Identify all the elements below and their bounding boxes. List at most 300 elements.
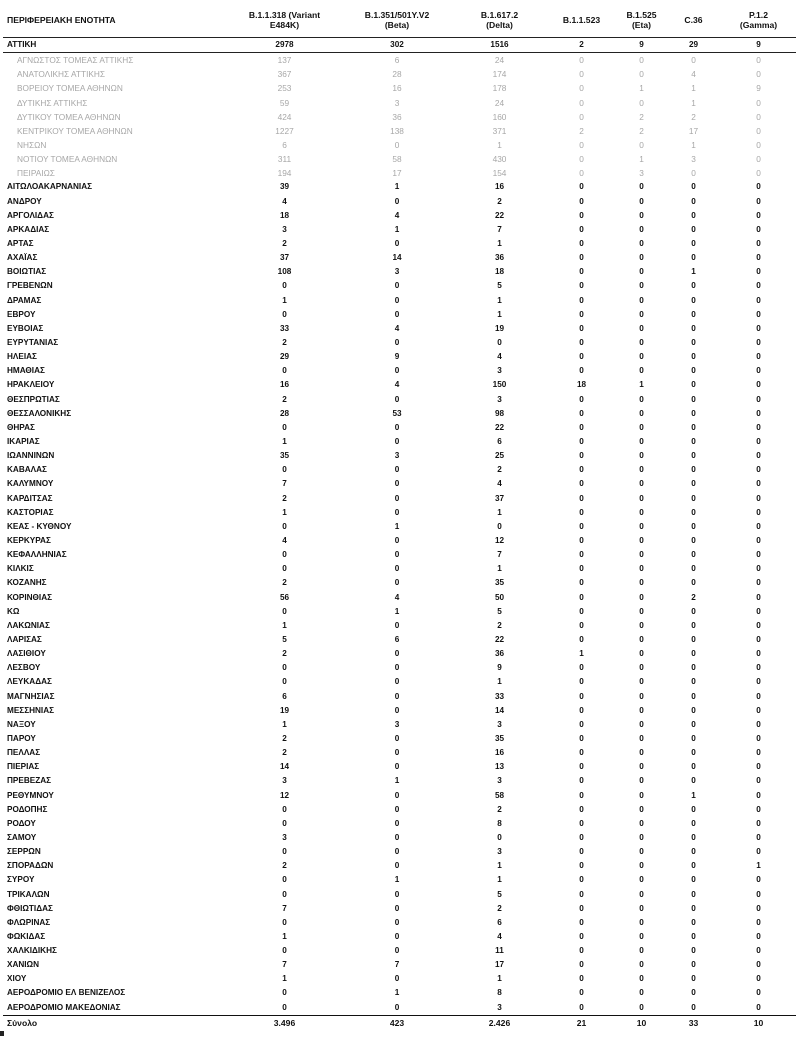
cell-variant-b11523: 0 — [579, 140, 584, 151]
cell-variant-delta: 98 — [494, 408, 505, 418]
cell-variant-eta: 1 — [639, 83, 644, 94]
cell-variant-c36: 33 — [666, 1015, 721, 1031]
cell-variant-c36: 0 — [691, 366, 696, 376]
cell-variant-c36: 1 — [691, 97, 696, 108]
cell-variant-eta: 2 — [639, 111, 644, 122]
cell-region: ΦΩΚΙΔΑΣ — [7, 931, 46, 941]
cell-variant-eta: 0 — [639, 946, 644, 956]
cell-variant-gamma: 0 — [756, 790, 761, 800]
cell-variant-c36: 0 — [691, 946, 696, 956]
table-body — [3, 38, 796, 1031]
cell-variant-eta: 0 — [639, 465, 644, 475]
cell-variant-b11523: 0 — [579, 239, 584, 249]
cell-variant-c36: 0 — [691, 663, 696, 673]
cell-region: ΑΡΚΑΔΙΑΣ — [7, 224, 50, 234]
cell-region: ΕΥΒΟΙΑΣ — [7, 323, 44, 333]
cell-variant-e484k: 7 — [282, 903, 287, 913]
cell-variant-gamma: 0 — [756, 592, 761, 602]
cell-variant-eta: 0 — [639, 338, 644, 348]
cell-variant-eta: 0 — [639, 493, 644, 503]
cell-variant-eta: 0 — [639, 705, 644, 715]
cell-variant-gamma: 0 — [756, 535, 761, 545]
cell-variant-delta: 4 — [497, 479, 502, 489]
cell-region: ΚΑΣΤΟΡΙΑΣ — [7, 507, 54, 517]
cell-variant-gamma: 0 — [756, 748, 761, 758]
cell-variant-delta: 2 — [497, 903, 502, 913]
cell-variant-delta: 2 — [497, 196, 502, 206]
cell-variant-eta: 0 — [639, 861, 644, 871]
cell-variant-delta: 1 — [497, 564, 502, 574]
cell-variant-c36: 0 — [691, 224, 696, 234]
cell-region: ΠΕΛΛΑΣ — [7, 748, 41, 758]
cell-variant-b11523: 0 — [579, 620, 584, 630]
cell-variant-gamma: 0 — [756, 705, 761, 715]
cell-variant-b11523: 0 — [579, 634, 584, 644]
cell-variant-delta: 19 — [494, 323, 505, 333]
cell-variant-beta: 0 — [394, 564, 400, 574]
cell-variant-c36: 0 — [691, 210, 696, 220]
header-label-line: (Eta) — [631, 20, 652, 30]
cell-variant-eta: 0 — [639, 55, 644, 66]
cell-region: ΔΥΤΙΚΟΥ ΤΟΜΕΑ ΑΘΗΝΩΝ — [17, 111, 121, 122]
region-row — [3, 449, 796, 463]
cell-variant-e484k: 3 — [282, 776, 287, 786]
region-row — [3, 1001, 796, 1016]
cell-variant-c36: 0 — [691, 691, 696, 701]
cell-variant-c36: 0 — [691, 719, 696, 729]
cell-variant-eta: 3 — [639, 168, 644, 179]
cell-variant-eta: 0 — [639, 804, 644, 814]
cell-variant-eta: 0 — [639, 748, 644, 758]
header-label-line: B.1.525 — [626, 10, 657, 20]
cell-variant-b11523: 0 — [579, 338, 584, 348]
cell-variant-c36: 1 — [691, 267, 696, 277]
cell-variant-delta: 36 — [494, 649, 505, 659]
cell-region: ΠΑΡΟΥ — [7, 733, 36, 743]
cell-variant-gamma: 0 — [756, 847, 761, 857]
cell-variant-eta: 0 — [639, 677, 644, 687]
cell-variant-delta: 6 — [497, 917, 502, 927]
cell-variant-b11523: 0 — [579, 790, 584, 800]
cell-variant-gamma: 0 — [756, 154, 761, 165]
cell-region: ΧΙΟΥ — [7, 974, 27, 984]
cell-variant-e484k: 0 — [282, 875, 287, 885]
cell-variant-e484k: 12 — [279, 790, 290, 800]
region-row — [3, 350, 796, 364]
cell-region: ΣΠΟΡΑΔΩΝ — [7, 861, 54, 871]
cell-region: ΠΡΕΒΕΖΑΣ — [7, 776, 52, 786]
cell-variant-eta: 0 — [639, 917, 644, 927]
cell-variant-eta: 0 — [639, 309, 644, 319]
cell-variant-delta: 1 — [497, 239, 502, 249]
cell-region: ΠΕΙΡΑΙΩΣ — [17, 168, 55, 179]
cell-variant-c36: 0 — [691, 960, 696, 970]
cell-variant-eta: 0 — [639, 535, 644, 545]
cell-variant-delta: 1 — [497, 309, 502, 319]
cell-variant-e484k: 16 — [279, 380, 290, 390]
cell-variant-delta: 50 — [494, 592, 505, 602]
cell-variant-e484k: 33 — [279, 323, 290, 333]
cell-variant-c36: 0 — [691, 239, 696, 249]
cell-variant-beta: 0 — [394, 677, 400, 687]
cell-variant-e484k: 0 — [282, 677, 287, 687]
cell-variant-delta: 3 — [497, 847, 502, 857]
header-label-line: B.1.1.523 — [562, 15, 601, 25]
cell-variant-c36: 1 — [691, 140, 696, 151]
cell-variant-delta: 2 — [497, 804, 502, 814]
cell-variant-gamma: 0 — [756, 620, 761, 630]
header-row — [3, 3, 796, 38]
cell-variant-eta: 0 — [639, 366, 644, 376]
region-row — [3, 760, 796, 774]
cell-variant-e484k: 2 — [282, 649, 287, 659]
cell-variant-gamma: 0 — [756, 55, 761, 66]
cell-region: ΧΑΛΚΙΔΙΚΗΣ — [7, 946, 57, 956]
region-row — [3, 435, 796, 449]
cell-region: ΛΕΣΒΟΥ — [7, 663, 41, 673]
cell-variant-e484k: 39 — [279, 182, 290, 192]
region-row — [3, 817, 796, 831]
cell-variant-c36: 0 — [691, 507, 696, 517]
cell-variant-beta: 0 — [394, 790, 400, 800]
cell-variant-c36: 0 — [691, 705, 696, 715]
cell-region: ΙΚΑΡΙΑΣ — [7, 437, 40, 446]
cell-variant-e484k: 7 — [282, 479, 287, 489]
cell-variant-beta: 1 — [394, 182, 400, 192]
cell-variant-delta: 35 — [494, 578, 505, 588]
attica-subregion-row — [3, 138, 796, 152]
region-row — [3, 661, 796, 675]
cell-variant-eta: 0 — [639, 69, 644, 80]
cell-variant-b11523: 0 — [579, 479, 584, 489]
cell-variant-eta: 0 — [639, 253, 644, 263]
cell-variant-gamma: 0 — [756, 606, 761, 616]
region-row — [3, 477, 796, 491]
cell-variant-c36: 1 — [691, 790, 696, 800]
cell-variant-beta: 14 — [392, 253, 402, 263]
cell-variant-gamma: 0 — [756, 479, 761, 489]
cell-variant-delta: 13 — [494, 762, 505, 772]
cell-variant-delta: 24 — [494, 55, 505, 66]
attica-subregion-row — [3, 152, 796, 166]
cell-region: ΑΙΤΩΛΟΑΚΑΡΝΑΝΙΑΣ — [7, 182, 93, 192]
cell-variant-beta: 0 — [394, 196, 400, 206]
cell-variant-e484k: 37 — [279, 253, 290, 263]
cell-region: ΔΥΤΙΚΗΣ ΑΤΤΙΚΗΣ — [17, 97, 88, 108]
cell-variant-b11523: 0 — [579, 578, 584, 588]
cell-variant-c36: 0 — [691, 578, 696, 588]
cell-region: ΚΙΛΚΙΣ — [7, 564, 34, 574]
cell-variant-beta: 0 — [394, 818, 400, 828]
cell-region: ΗΜΑΘΙΑΣ — [7, 366, 45, 376]
cell-variant-b11523: 0 — [579, 422, 584, 432]
cell-variant-delta: 3 — [497, 776, 502, 786]
cell-variant-beta: 0 — [394, 649, 400, 659]
cell-variant-b11523: 0 — [579, 267, 584, 277]
cell-variant-eta: 0 — [639, 352, 644, 362]
cell-variant-c36: 0 — [691, 818, 696, 828]
cell-variant-c36: 0 — [691, 649, 696, 659]
cell-variant-beta: 0 — [394, 691, 400, 701]
cell-region: ΚΟΖΑΝΗΣ — [7, 578, 47, 588]
cell-variant-b11523: 0 — [579, 903, 584, 913]
cell-variant-e484k: 1227 — [275, 125, 294, 136]
total-row — [3, 1015, 796, 1031]
region-row — [3, 803, 796, 817]
cell-variant-delta: 6 — [497, 437, 502, 446]
cell-variant-gamma: 0 — [756, 323, 761, 333]
cell-variant-eta: 0 — [639, 719, 644, 729]
cell-region: ΤΡΙΚΑΛΩΝ — [7, 889, 50, 899]
cell-variant-e484k: 18 — [279, 210, 290, 220]
cell-variant-gamma: 0 — [756, 564, 761, 574]
cell-variant-eta: 0 — [639, 790, 644, 800]
cell-variant-c36: 0 — [691, 988, 696, 998]
region-row — [3, 633, 796, 647]
region-row — [3, 902, 796, 916]
cell-variant-e484k: 3 — [282, 832, 287, 842]
cell-variant-beta: 6 — [394, 634, 400, 644]
cell-variant-gamma: 0 — [756, 224, 761, 234]
cell-region: ΚΑΛΥΜΝΟΥ — [7, 479, 54, 489]
region-row — [3, 393, 796, 407]
cell-variant-e484k: 1 — [282, 974, 287, 984]
cell-variant-eta: 0 — [639, 224, 644, 234]
cell-variant-beta: 28 — [392, 69, 402, 80]
cell-variant-beta: 0 — [394, 903, 400, 913]
cell-variant-beta: 1 — [394, 606, 400, 616]
cell-variant-c36: 0 — [691, 535, 696, 545]
cell-variant-b11523: 0 — [579, 663, 584, 673]
cell-variant-delta: 33 — [494, 691, 505, 701]
cell-variant-eta: 0 — [639, 507, 644, 517]
cell-region: ΘΕΣΠΡΩΤΙΑΣ — [7, 394, 60, 404]
cell-variant-gamma: 0 — [756, 338, 761, 348]
cell-variant-gamma: 0 — [756, 196, 761, 206]
cell-variant-delta: 3 — [497, 394, 502, 404]
cell-variant-delta: 18 — [494, 267, 505, 277]
cell-variant-beta: 0 — [394, 762, 400, 772]
attica-subregion-row — [3, 110, 796, 124]
cell-variant-beta: 17 — [392, 168, 402, 179]
cell-variant-gamma: 0 — [756, 988, 761, 998]
cell-variant-e484k: 108 — [277, 267, 292, 277]
region-row — [3, 463, 796, 477]
cell-region: ΝΗΣΩΝ — [17, 140, 47, 151]
cell-variant-delta: 35 — [494, 733, 505, 743]
cell-variant-gamma: 0 — [756, 210, 761, 220]
cell-region: ΡΕΘΥΜΝΟΥ — [7, 790, 54, 800]
cell-variant-gamma: 0 — [756, 465, 761, 475]
cell-region: ΚΑΒΑΛΑΣ — [7, 465, 47, 475]
cell-variant-eta: 0 — [639, 847, 644, 857]
cell-variant-gamma: 0 — [756, 818, 761, 828]
cell-region: ΑΝΔΡΟΥ — [7, 196, 42, 206]
cell-variant-c36: 0 — [691, 847, 696, 857]
cell-variant-eta: 0 — [639, 903, 644, 913]
cell-variant-b11523: 0 — [579, 437, 584, 446]
cell-variant-beta: 0 — [394, 394, 400, 404]
cell-variant-beta: 0 — [394, 847, 400, 857]
region-row — [3, 944, 796, 958]
cell-variant-eta: 0 — [639, 578, 644, 588]
cell-variant-delta: 150 — [492, 380, 507, 390]
cell-variant-delta: 4 — [497, 352, 502, 362]
cell-variant-delta: 371 — [492, 125, 507, 136]
cell-variant-e484k: 2 — [282, 394, 287, 404]
cell-variant-gamma: 0 — [756, 394, 761, 404]
cell-variant-c36: 0 — [691, 748, 696, 758]
cell-variant-gamma: 0 — [756, 960, 761, 970]
cell-variant-gamma: 0 — [756, 719, 761, 729]
cell-variant-eta: 0 — [639, 875, 644, 885]
cell-variant-gamma: 9 — [721, 38, 796, 53]
cell-variant-delta: 5 — [497, 606, 502, 616]
cell-variant-e484k: 2 — [282, 338, 287, 348]
cell-variant-delta: 16 — [494, 182, 505, 192]
cell-variant-delta: 14 — [494, 705, 505, 715]
cell-variant-gamma: 0 — [756, 804, 761, 814]
cell-variant-delta: 1 — [497, 295, 502, 305]
cell-variant-delta: 16 — [494, 748, 505, 758]
page-edge-mark — [0, 1031, 4, 1036]
cell-variant-delta: 2 — [497, 620, 502, 630]
cell-variant-c36: 0 — [691, 479, 696, 489]
region-row — [3, 689, 796, 703]
cell-variant-gamma: 0 — [756, 663, 761, 673]
cell-variant-b11523: 0 — [579, 210, 584, 220]
cell-region: ΚΕΦΑΛΛΗΝΙΑΣ — [7, 550, 67, 560]
header-label-line: (Gamma) — [739, 20, 778, 30]
cell-variant-delta: 3 — [497, 366, 502, 376]
header-region — [3, 3, 228, 38]
cell-variant-eta: 0 — [639, 691, 644, 701]
cell-variant-b11523: 0 — [579, 55, 584, 66]
cell-variant-delta: 160 — [492, 111, 507, 122]
region-row — [3, 195, 796, 209]
attica-subregion-row — [3, 124, 796, 138]
cell-variant-delta: 178 — [492, 83, 507, 94]
cell-variant-eta: 0 — [639, 889, 644, 899]
cell-variant-gamma: 0 — [756, 832, 761, 842]
cell-variant-beta: 3 — [394, 451, 400, 461]
region-row — [3, 364, 796, 378]
cell-variant-e484k: 0 — [282, 366, 287, 376]
cell-variant-delta: 8 — [497, 988, 502, 998]
cell-variant-c36: 0 — [691, 196, 696, 206]
cell-variant-b11523: 0 — [579, 168, 584, 179]
cell-variant-e484k: 0 — [282, 606, 287, 616]
cell-variant-gamma: 0 — [756, 69, 761, 80]
cell-variant-c36: 0 — [691, 352, 696, 362]
cell-variant-e484k: 1 — [282, 295, 287, 305]
cell-variant-beta: 0 — [394, 507, 400, 517]
cell-variant-e484k: 0 — [282, 550, 287, 560]
cell-variant-c36: 0 — [691, 295, 696, 305]
cell-variant-b11523: 21 — [546, 1015, 617, 1031]
cell-variant-e484k: 0 — [282, 281, 287, 291]
cell-variant-gamma: 0 — [756, 889, 761, 899]
cell-variant-c36: 0 — [691, 733, 696, 743]
region-row — [3, 322, 796, 336]
header-label-line: E484K) — [269, 20, 300, 30]
cell-variant-beta: 0 — [394, 140, 400, 151]
cell-variant-c36: 0 — [691, 493, 696, 503]
header-label-line: B.1.351/501Y.V2 — [364, 10, 430, 20]
cell-variant-e484k: 137 — [277, 55, 292, 66]
cell-region: ΦΘΙΩΤΙΔΑΣ — [7, 903, 53, 913]
cell-variant-delta: 7 — [497, 550, 502, 560]
cell-region: ΣΕΡΡΩΝ — [7, 847, 41, 857]
cell-variant-e484k: 2 — [282, 748, 287, 758]
region-row — [3, 251, 796, 265]
cell-variant-eta: 0 — [639, 550, 644, 560]
region-row — [3, 520, 796, 534]
cell-variant-c36: 0 — [691, 974, 696, 984]
cell-variant-c36: 0 — [691, 550, 696, 560]
cell-variant-b11523: 2 — [579, 125, 584, 136]
cell-region: ΒΟΙΩΤΙΑΣ — [7, 267, 47, 277]
cell-region: ΛΕΥΚΑΔΑΣ — [7, 677, 52, 687]
cell-variant-gamma: 0 — [756, 239, 761, 249]
cell-variant-delta: 1 — [497, 861, 502, 871]
region-row — [3, 930, 796, 944]
region-row — [3, 788, 796, 802]
cell-variant-e484k: 19 — [279, 705, 290, 715]
cell-region: ΓΡΕΒΕΝΩΝ — [7, 281, 53, 291]
cell-variant-gamma: 0 — [756, 946, 761, 956]
cell-variant-c36: 0 — [691, 917, 696, 927]
cell-variant-gamma: 0 — [756, 111, 761, 122]
cell-variant-c36: 2 — [691, 592, 696, 602]
cell-variant-beta: 7 — [394, 960, 400, 970]
cell-variant-c36: 0 — [691, 253, 696, 263]
cell-region: ΑΡΓΟΛΙΔΑΣ — [7, 210, 54, 220]
region-row — [3, 378, 796, 392]
attica-subregion-row — [3, 96, 796, 110]
cell-variant-delta: 3 — [497, 1002, 502, 1012]
cell-variant-c36: 0 — [691, 323, 696, 333]
region-row — [3, 831, 796, 845]
cell-variant-c36: 0 — [691, 832, 696, 842]
cell-region: ΕΥΡΥΤΑΝΙΑΣ — [7, 338, 59, 348]
region-row — [3, 732, 796, 746]
cell-variant-delta: 25 — [494, 451, 505, 461]
cell-variant-c36: 29 — [666, 38, 721, 53]
cell-region: ΜΑΓΝΗΣΙΑΣ — [7, 691, 55, 701]
cell-variant-b11523: 0 — [579, 352, 584, 362]
cell-variant-gamma: 0 — [756, 649, 761, 659]
cell-variant-beta: 0 — [394, 479, 400, 489]
cell-variant-gamma: 0 — [756, 875, 761, 885]
cell-variant-beta: 0 — [394, 465, 400, 475]
cell-variant-eta: 2 — [639, 125, 644, 136]
cell-variant-gamma: 0 — [756, 281, 761, 291]
cell-region: ΡΟΔΟΠΗΣ — [7, 804, 48, 814]
cell-variant-b11523: 0 — [579, 182, 584, 192]
header-variant-e484k — [228, 3, 341, 38]
attica-subregion-row — [3, 81, 796, 95]
region-row — [3, 916, 796, 930]
cell-variant-c36: 0 — [691, 931, 696, 941]
cell-variant-gamma: 0 — [756, 97, 761, 108]
cell-variant-e484k: 3 — [282, 224, 287, 234]
region-row — [3, 265, 796, 279]
cell-region: ΦΛΩΡΙΝΑΣ — [7, 917, 51, 927]
cell-variant-beta: 3 — [394, 97, 400, 108]
cell-variant-eta: 0 — [639, 437, 644, 446]
cell-variant-delta: 7 — [497, 224, 502, 234]
